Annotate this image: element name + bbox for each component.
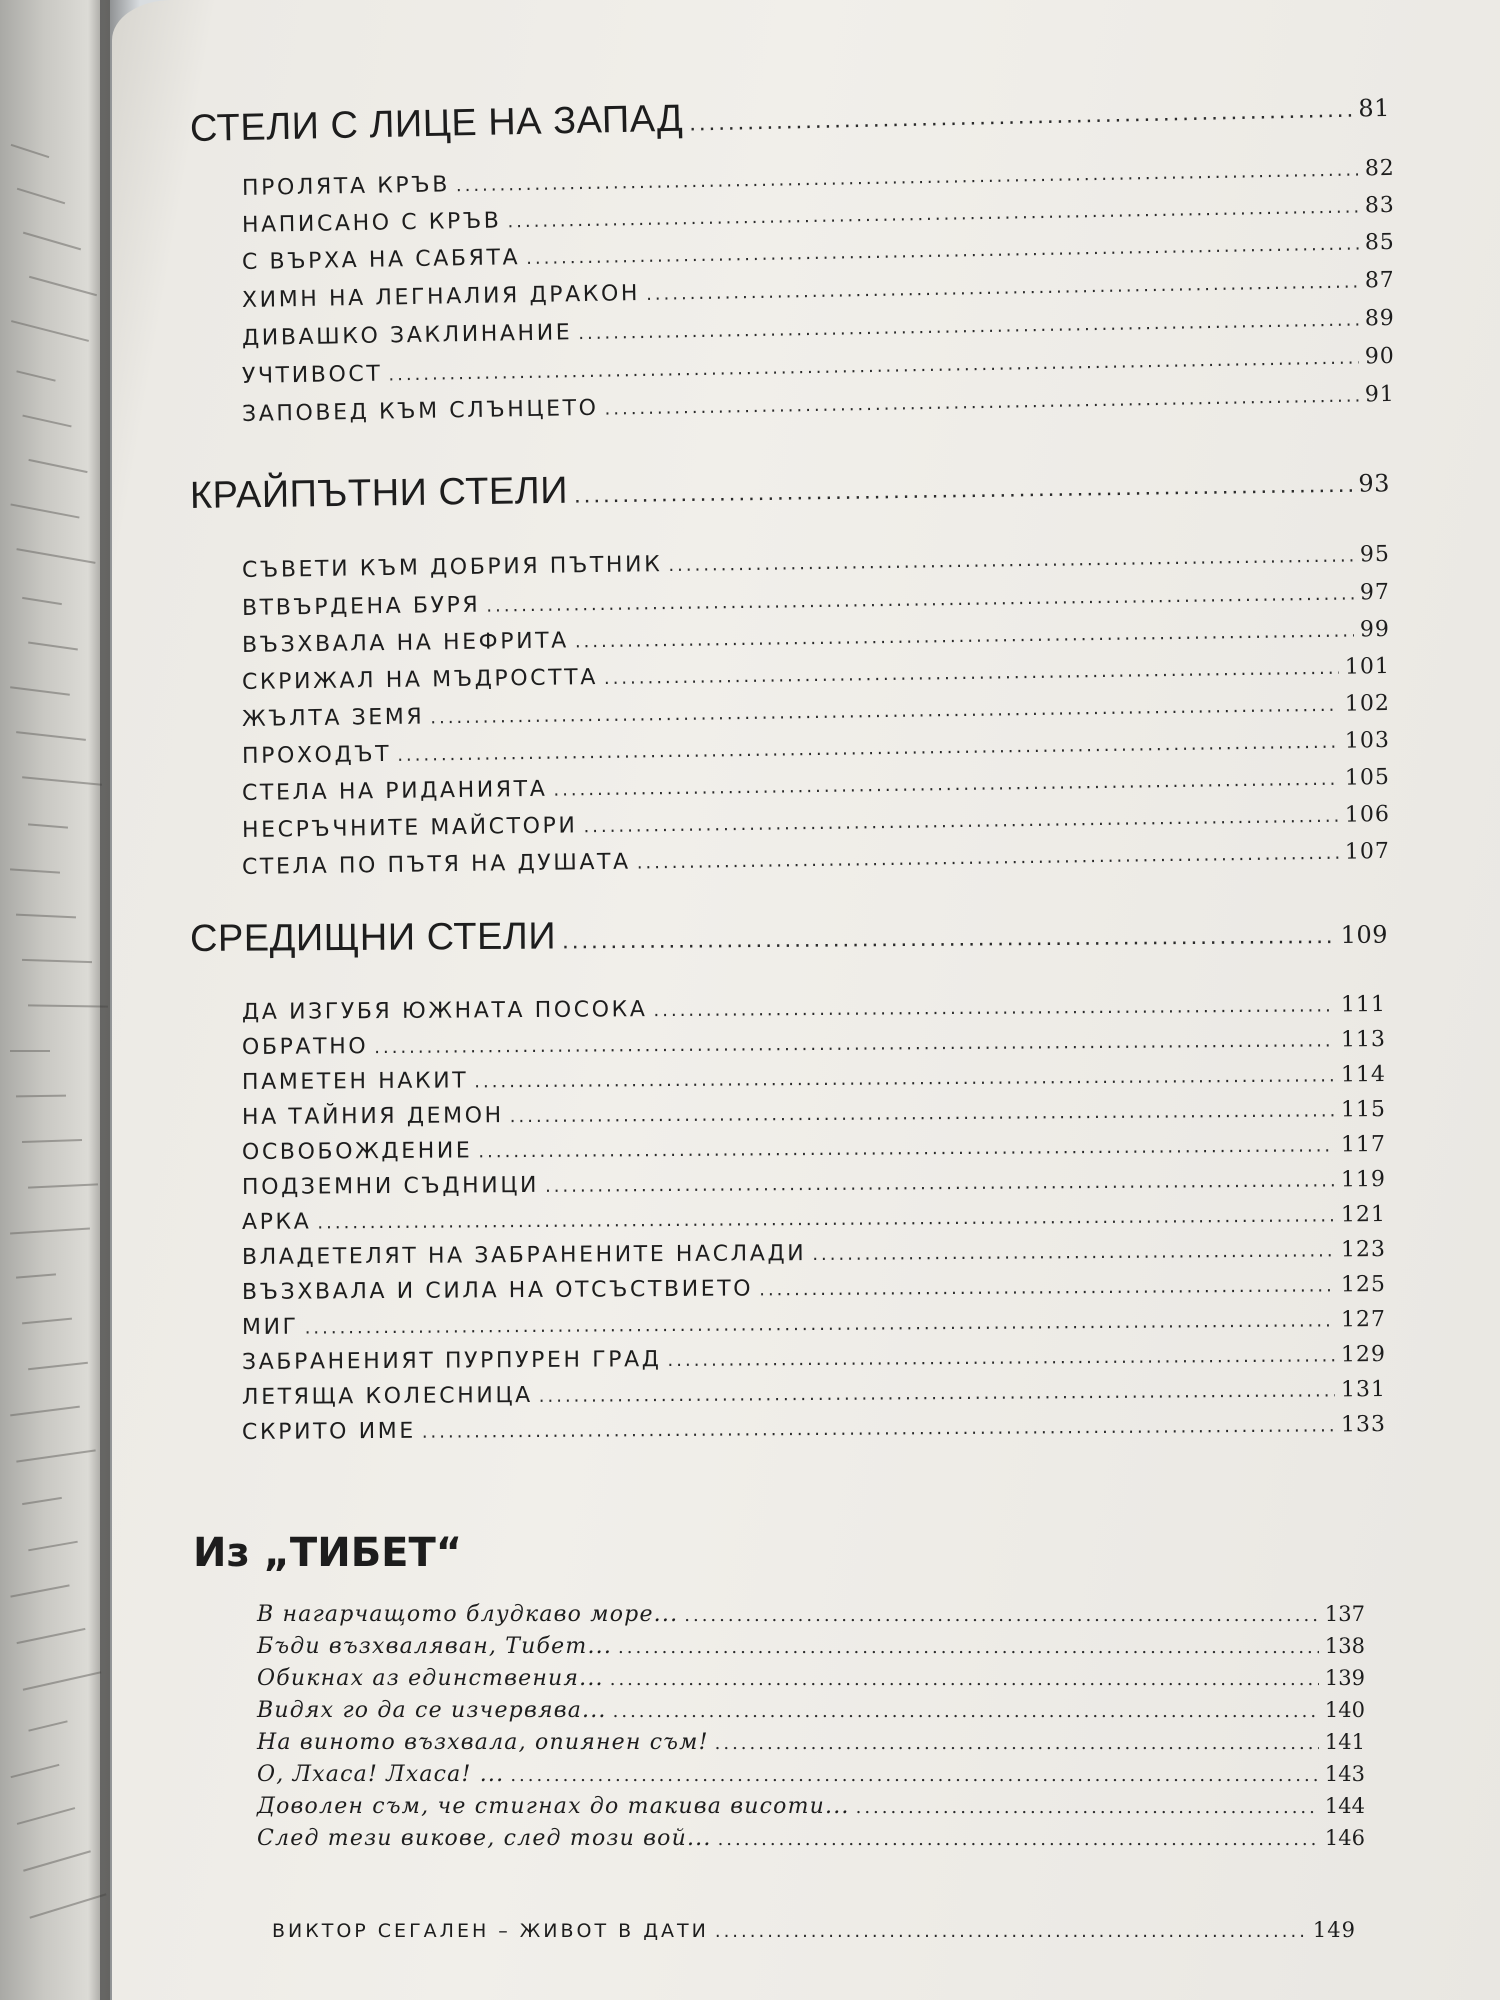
entry-title: ЗАПОВЕД КЪМ СЛЪНЦЕТО	[241, 395, 599, 427]
dot-leader	[474, 1065, 1335, 1092]
dot-leader	[653, 995, 1335, 1021]
dot-leader	[715, 1921, 1307, 1942]
entry-title: С ВЪРХА НА САБЯТА	[241, 245, 521, 275]
entry-title: ДИВАШКО ЗАКЛИНАНИЕ	[241, 320, 573, 351]
page-edge-line	[10, 503, 79, 518]
dot-leader	[604, 386, 1359, 420]
entry-title: НАПИСАНО С КРЪВ	[241, 208, 502, 238]
page-edge-line	[29, 1893, 106, 1918]
entry-title: СТЕЛА ПО ПЪТЯ НА ДУШАТА	[241, 849, 631, 880]
toc-entry	[242, 1062, 1386, 1095]
entry-title: СКРИТО ИМЕ	[241, 1418, 416, 1445]
dot-leader	[668, 545, 1354, 576]
entry-page: 138	[1324, 1634, 1365, 1658]
page-edge-line	[16, 548, 95, 564]
toc-section-heading	[190, 83, 1391, 151]
dot-leader	[562, 922, 1335, 955]
entry-title: ВТВЪРДЕНА БУРЯ	[241, 592, 481, 621]
entry-page: 125	[1340, 1272, 1387, 1298]
entry-title: НЕСРЪЧНИТЕ МАЙСТОРИ	[241, 813, 578, 843]
page-edge-line	[16, 731, 86, 741]
toc-entry	[257, 1730, 1365, 1755]
dot-leader	[715, 1733, 1319, 1754]
dot-leader	[305, 1310, 1335, 1338]
page-edge-line	[28, 823, 68, 828]
entry-title: ЖЪЛТА ЗЕМЯ	[241, 704, 425, 732]
dot-leader	[583, 806, 1339, 838]
dot-leader	[812, 1240, 1335, 1265]
page-edge-line	[29, 276, 97, 296]
entry-page: 85	[1364, 229, 1396, 256]
entry-page: 102	[1344, 690, 1391, 717]
page-edge-line	[23, 1850, 91, 1871]
toc-entry	[242, 344, 1395, 389]
page-edge-line	[16, 1273, 56, 1278]
toc-entry	[242, 542, 1390, 583]
toc-entry	[257, 1602, 1365, 1627]
dot-leader	[317, 1205, 1335, 1233]
entry-page: 144	[1324, 1794, 1365, 1818]
dot-leader	[759, 1275, 1335, 1300]
entry-title: О, Лхаса! Лхаса! ...	[257, 1762, 505, 1787]
page-edge-line	[10, 1050, 50, 1052]
entry-page: 113	[1340, 1027, 1387, 1053]
toc-entry	[242, 1167, 1386, 1200]
page-edge-line	[28, 1720, 67, 1731]
page-edge-line	[16, 370, 55, 381]
entry-page: 101	[1344, 653, 1391, 680]
entry-page: 131	[1340, 1377, 1387, 1403]
entry-page: 99	[1359, 616, 1391, 643]
section-title: СТЕЛИ С ЛИЦЕ НА ЗАПАД	[189, 97, 684, 150]
dot-leader	[646, 272, 1359, 305]
dot-leader	[856, 1797, 1319, 1818]
entry-title: СЪВЕТИ КЪМ ДОБРИЯ ПЪТНИК	[241, 552, 663, 583]
dot-leader	[388, 348, 1359, 386]
page-edge-line	[10, 1584, 69, 1597]
entry-page: 114	[1340, 1062, 1387, 1088]
dot-leader	[422, 1415, 1335, 1442]
entry-page: 123	[1340, 1237, 1387, 1263]
toc-section-heading	[190, 910, 1388, 961]
page-edge-line	[28, 641, 78, 650]
page-edge-line	[22, 415, 71, 428]
dot-leader	[684, 1605, 1319, 1626]
entry-title: ВЛАДЕТЕЛЯТ НА ЗАБРАНЕНИТЕ НАСЛАДИ	[241, 1241, 807, 1270]
toc-entry	[242, 1272, 1386, 1305]
dot-leader	[689, 96, 1353, 138]
entry-page: 106	[1344, 801, 1391, 828]
entry-title: ВЪЗХВАЛА НА НЕФРИТА	[241, 628, 570, 658]
dot-leader	[486, 583, 1354, 616]
entry-page: 143	[1324, 1762, 1365, 1786]
entry-page: 141	[1324, 1730, 1365, 1754]
dot-leader	[574, 471, 1353, 510]
entry-title: ПРОХОДЪТ	[241, 741, 392, 769]
section-title: СРЕДИЩНИ СТЕЛИ	[189, 915, 557, 960]
entry-page: 137	[1324, 1602, 1365, 1626]
entry-page: 90	[1364, 343, 1396, 370]
entry-page: 105	[1344, 764, 1391, 791]
page-edge-line	[16, 1095, 66, 1098]
page-edge-line	[23, 232, 81, 251]
entry-page: 107	[1344, 838, 1391, 865]
page-edge-line	[10, 868, 60, 873]
entry-page: 87	[1364, 267, 1396, 294]
previous-page-edge	[0, 0, 110, 2000]
entry-title: СТЕЛА НА РИДАНИЯТА	[241, 776, 548, 806]
dot-leader	[718, 1829, 1319, 1850]
entry-title: НА ТАЙНИЯ ДЕМОН	[241, 1103, 504, 1130]
section-title: КРАЙПЪТНИ СТЕЛИ	[189, 469, 569, 517]
page-edge-line	[10, 686, 70, 696]
toc-entry	[242, 382, 1395, 427]
entry-page: 149	[1312, 1918, 1356, 1942]
dot-leader	[526, 234, 1359, 270]
dot-leader	[578, 310, 1359, 345]
toc-entry-chronology	[272, 1918, 1356, 1942]
toc-entry	[242, 1307, 1386, 1340]
toc-entry	[242, 617, 1390, 658]
toc-entry	[257, 1666, 1365, 1691]
toc-entry	[242, 728, 1390, 769]
dot-leader	[539, 1380, 1335, 1407]
entry-title: На виното възхвала, опиянен съм!	[257, 1730, 709, 1755]
toc-entry	[242, 268, 1395, 313]
page-edge-line	[11, 1764, 60, 1778]
dot-leader	[510, 1765, 1319, 1786]
page-edge-line	[23, 1671, 102, 1690]
dot-leader	[456, 160, 1359, 197]
toc-entry	[242, 193, 1395, 238]
entry-title: Обикнах аз единствения...	[257, 1666, 604, 1691]
entry-page: 146	[1324, 1826, 1365, 1850]
entry-page: 133	[1340, 1412, 1387, 1438]
section-page: 109	[1340, 920, 1389, 949]
entry-page: 97	[1359, 579, 1391, 606]
entry-title: ВЪЗХВАЛА И СИЛА НА ОТСЪСТВИЕТО	[241, 1276, 754, 1305]
dot-leader	[604, 658, 1339, 689]
entry-page: 140	[1324, 1698, 1365, 1722]
entry-page: 127	[1340, 1307, 1387, 1333]
page-edge-line	[28, 459, 87, 473]
dot-leader	[510, 1100, 1335, 1127]
entry-title: Доволен съм, че стигнах до такива висоти...	[257, 1794, 850, 1819]
page-edge-line	[28, 1004, 108, 1007]
toc-entry	[242, 992, 1386, 1025]
toc-entry	[242, 1132, 1386, 1165]
toc-entry	[242, 1412, 1386, 1445]
toc-entry	[242, 802, 1390, 843]
toc-entry	[257, 1762, 1365, 1787]
entry-page: 103	[1344, 727, 1391, 754]
dot-leader	[478, 1135, 1335, 1162]
page-edge-line	[16, 1449, 95, 1462]
dot-leader	[397, 732, 1339, 766]
entry-title: След тези викове, след този вой...	[257, 1826, 712, 1851]
page-edge-line	[28, 1362, 88, 1371]
entry-page: 117	[1340, 1132, 1387, 1158]
entry-title: СКРИЖАЛ НА МЪДРОСТТА	[241, 665, 599, 695]
toc-entry	[242, 765, 1390, 806]
entry-page: 111	[1340, 992, 1387, 1018]
entry-page: 91	[1364, 381, 1396, 408]
entry-page: 83	[1364, 192, 1396, 219]
entry-title: Бъди възхваляван, Тибет...	[257, 1634, 613, 1659]
entry-title: Видях го да се изчервява...	[257, 1698, 607, 1723]
toc-entry	[257, 1794, 1365, 1819]
entry-title: ВИКТОР СЕГАЛЕН – ЖИВОТ В ДАТИ	[272, 1920, 709, 1942]
entry-page: 129	[1340, 1342, 1387, 1368]
page-edge-line	[22, 1497, 62, 1505]
book-page	[112, 0, 1500, 2000]
section-page: 93	[1358, 469, 1391, 498]
toc-entry	[257, 1634, 1365, 1659]
toc-entry	[242, 230, 1395, 275]
page-edge-line	[22, 776, 102, 786]
entry-title: УЧТИВОСТ	[241, 361, 383, 389]
entry-title: ПОДЗЕМНИ СЪДНИЦИ	[241, 1172, 540, 1200]
page-edge-line	[17, 188, 65, 205]
dot-leader	[545, 1170, 1335, 1197]
tibet-heading: Из „ТИБЕТ“	[193, 1530, 463, 1576]
toc-entry	[242, 691, 1390, 732]
toc-entry	[242, 839, 1390, 880]
toc-entry	[242, 306, 1395, 351]
toc-entry	[242, 1202, 1386, 1235]
entry-page: 89	[1364, 305, 1396, 332]
entry-title: МИГ	[241, 1314, 299, 1340]
page-edge-line	[28, 1183, 98, 1188]
page-edge-line	[22, 1139, 82, 1143]
entry-title: ОСВОБОЖДЕНИЕ	[241, 1138, 473, 1165]
toc-entry	[242, 1097, 1386, 1130]
entry-title: ЗАБРАНЕНИЯТ ПУРПУРЕН ГРАД	[241, 1347, 662, 1375]
table-of-contents	[112, 0, 1500, 2000]
page-edge-line	[17, 1807, 75, 1825]
toc-entry	[242, 654, 1390, 695]
entry-page: 121	[1340, 1202, 1387, 1228]
entry-title: ЛЕТЯЩА КОЛЕСНИЦА	[241, 1382, 533, 1410]
toc-entry	[242, 580, 1390, 621]
entry-title: ОБРАТНО	[241, 1034, 369, 1060]
entry-title: АРКА	[241, 1209, 312, 1235]
dot-leader	[575, 620, 1354, 652]
toc-entry	[257, 1698, 1365, 1723]
page-edge-line	[10, 1406, 80, 1417]
page-edge-line	[17, 1628, 86, 1644]
entry-page: 95	[1359, 541, 1391, 568]
dot-leader	[667, 1345, 1335, 1371]
entry-title: ДА ИЗГУБЯ ЮЖНАТА ПОСОКА	[241, 997, 648, 1025]
toc-entry	[242, 156, 1395, 201]
page-edge-line	[11, 320, 89, 342]
entry-title: ПАМЕТЕН НАКИТ	[241, 1068, 469, 1095]
page-edge-line	[16, 914, 76, 919]
entry-title: ПРОЛЯТА КРЪВ	[241, 172, 451, 201]
toc-entry	[242, 1027, 1386, 1060]
dot-leader	[553, 769, 1339, 801]
entry-page: 82	[1364, 155, 1396, 182]
toc-entry	[242, 1237, 1386, 1270]
entry-page: 119	[1340, 1167, 1387, 1193]
section-page: 81	[1357, 93, 1391, 123]
entry-page: 115	[1340, 1097, 1387, 1123]
page-edge-line	[22, 959, 92, 963]
dot-leader	[507, 197, 1359, 233]
dot-leader	[637, 843, 1339, 874]
dot-leader	[618, 1637, 1319, 1658]
dot-leader	[430, 695, 1339, 729]
dot-leader	[613, 1701, 1319, 1722]
toc-entry	[242, 1342, 1386, 1375]
page-edge-line	[22, 1318, 72, 1325]
entry-title: В нагарчащото блудкаво море...	[257, 1602, 679, 1627]
toc-entry	[242, 1377, 1386, 1410]
toc-entry	[257, 1826, 1365, 1851]
dot-leader	[610, 1669, 1319, 1690]
page-edge-line	[22, 597, 62, 605]
page-edge-line	[11, 144, 50, 158]
entry-page: 139	[1324, 1666, 1365, 1690]
entry-title: ХИМН НА ЛЕГНАЛИЯ ДРАКОН	[241, 281, 641, 313]
page-edge-line	[10, 1227, 90, 1234]
dot-leader	[374, 1030, 1335, 1058]
page-edge-line	[28, 1541, 78, 1552]
toc-section-heading	[190, 458, 1390, 518]
